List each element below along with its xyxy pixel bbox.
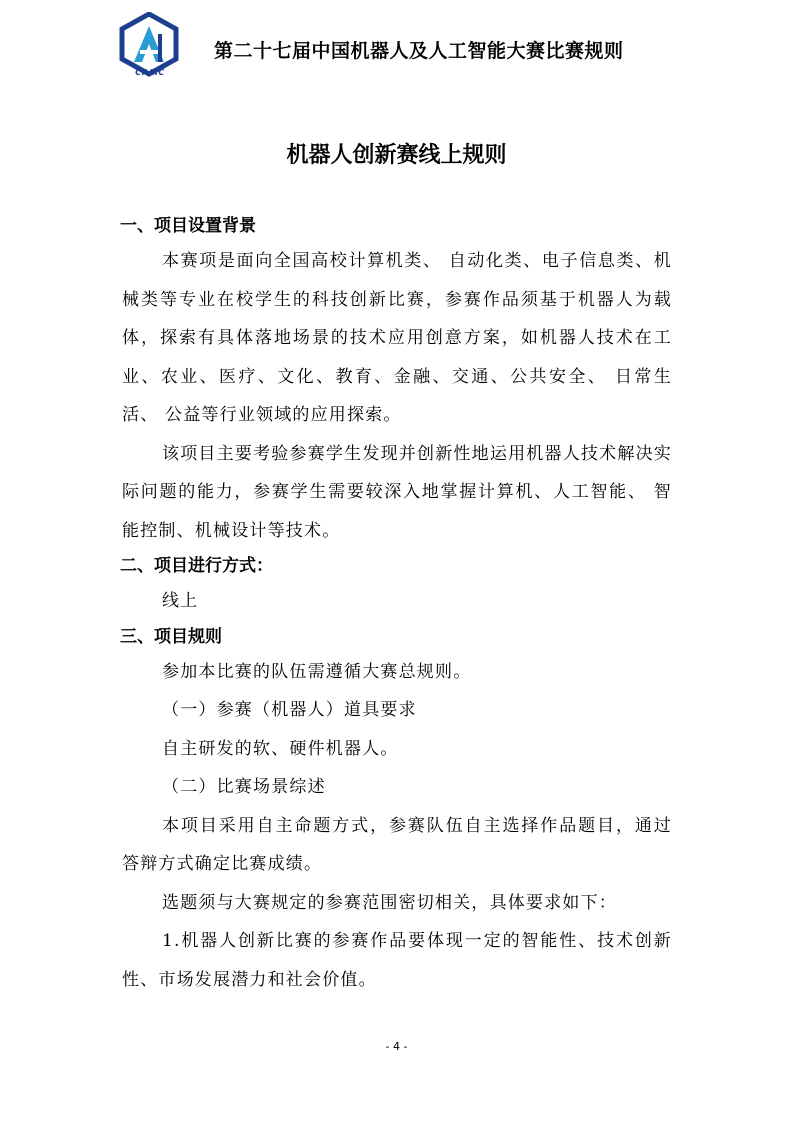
paragraph: 该项目主要考验参赛学生发现并创新性地运用机器人技术解决实际问题的能力，参赛学生需要较深入地掌握计算机、人工智能、 智能控制、机械设计等技术。	[122, 443, 672, 541]
document-title: 机器人创新赛线上规则	[286, 143, 507, 168]
paragraph: 1.机器人创新比赛的参赛作品要体现一定的智能性、技术创新性、市场发展潜力和社会价值。	[122, 931, 672, 990]
document-body	[122, 210, 672, 999]
paragraph: 本项目采用自主命题方式，参赛队伍自主选择作品题目，通过 答辩方式确定比赛成绩。	[122, 815, 672, 874]
page-header	[0, 0, 793, 90]
paragraph: 自主研发的软、硬件机器人。	[162, 738, 399, 759]
logo-text: CRAIC	[135, 68, 165, 77]
subheading: （一）参赛（机器人）道具要求	[162, 700, 417, 720]
header-title: 第二十七届中国机器人及人工智能大赛比赛规则	[214, 40, 624, 62]
page-number: - 4 -	[385, 1040, 408, 1053]
paragraph: 线上	[162, 591, 199, 611]
paragraph: 参加本比赛的队伍需遵循大赛总规则。	[162, 661, 472, 682]
paragraph: 本赛项是面向全国高校计算机类、 自动化类、电子信息类、机 械类等专业在校学生的科技创新比赛，参赛作品须基于机器人为载 体，探索有具体落地场景的技术应用创意方案，如机器人技术在工业、农业、医疗、文化、教育、金融、交通、公共安全、 日常生活、 公益等行业领域的应用探索。	[122, 251, 672, 425]
section-heading-rules: 三、项目规则	[120, 626, 222, 647]
section-heading-method: 二、项目进行方式：	[120, 556, 273, 576]
section-heading-background: 一、项目设置背景	[120, 216, 256, 236]
subheading: （二）比赛场景综述	[162, 777, 326, 797]
paragraph: 选题须与大赛规定的参赛范围密切相关，具体要求如下：	[162, 892, 617, 913]
